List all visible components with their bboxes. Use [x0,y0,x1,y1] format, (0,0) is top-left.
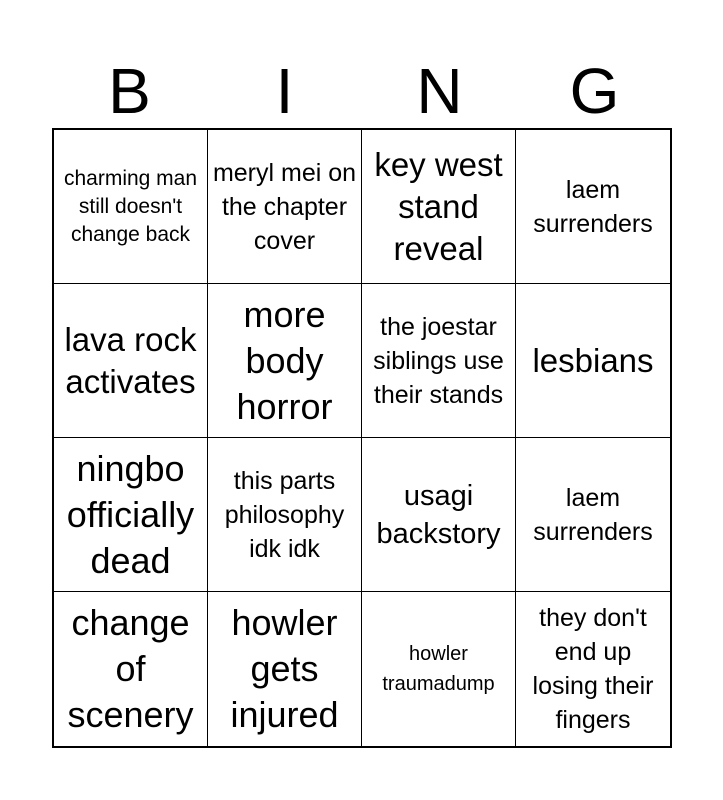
bingo-cell[interactable] [362,130,516,284]
cell-text: they don't end up losing their fingers [532,604,654,734]
cell-text: ningbo officially dead [66,447,195,581]
cell-text: charming man still doesn't change back [63,166,198,246]
bingo-cell[interactable] [208,438,362,592]
bingo-cell[interactable] [516,130,670,284]
cell-text: the joestar siblings use their stands [373,312,504,409]
cell-text: usagi backstory [376,479,501,550]
cell-text: meryl mei on the chapter cover [212,158,357,255]
bingo-cell[interactable] [54,284,208,438]
bingo-cell[interactable] [54,130,208,284]
cell-text: howler traumadump [382,643,495,695]
bingo-cell[interactable] [54,438,208,592]
cell-text: lesbians [532,341,654,379]
bingo-cell[interactable] [208,130,362,284]
bingo-cell[interactable] [208,284,362,438]
cell-text: change of scenery [67,602,194,735]
cell-text: key west stand reveal [374,145,503,267]
cell-text: laem surrenders [533,483,653,546]
bingo-cell[interactable] [516,592,670,746]
cell-text: this parts philosophy idk idk [224,466,345,563]
bingo-cell[interactable] [516,438,670,592]
bingo-cell[interactable] [516,284,670,438]
bingo-cell[interactable] [362,592,516,746]
cell-text: laem surrenders [533,175,653,238]
bingo-cell[interactable] [208,592,362,746]
bingo-cell[interactable] [362,284,516,438]
header-letter-n: N [416,55,463,127]
header-letter-i: I [275,55,294,127]
cell-text: lava rock activates [64,320,197,400]
bingo-cell[interactable] [362,438,516,592]
bingo-grid [52,128,672,748]
header-letter-b: B [108,55,151,127]
cell-text: howler gets injured [230,602,339,735]
header-letter-g: G [569,55,620,127]
bingo-cell[interactable] [54,592,208,746]
cell-text: more body horror [236,293,333,427]
bingo-header [52,52,672,130]
